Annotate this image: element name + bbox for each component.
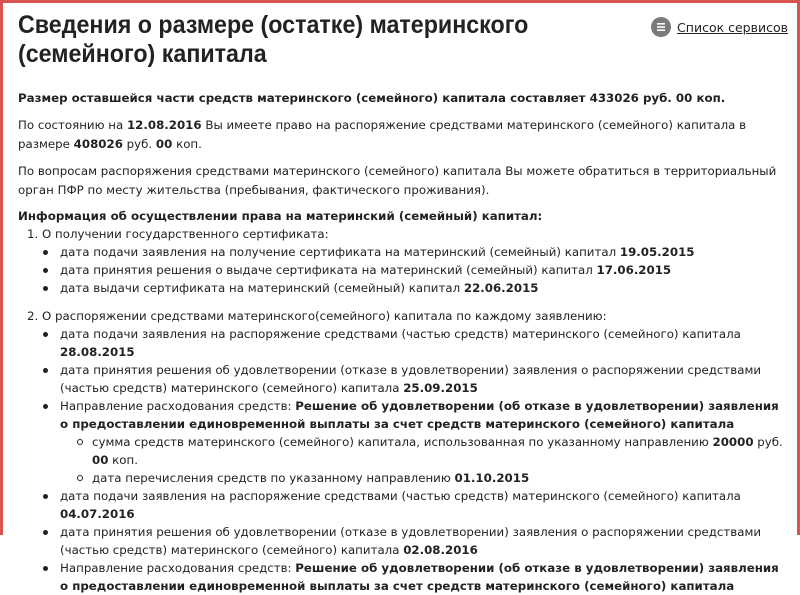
- list-item: [60, 559, 788, 595]
- page-title: Сведения о размере (остатке) материнского (семейного) капитала: [18, 11, 529, 68]
- section-spacer: [18, 297, 788, 307]
- item-date: 19.05.2015: [619, 245, 695, 259]
- info-list: [18, 225, 788, 595]
- as-of-kop-label: коп.: [172, 137, 202, 151]
- as-of-prefix: По состоянию на: [18, 118, 127, 132]
- item-text: дата подачи заявления на распоряжение средствами (частью средств) материнского (семейного) капитала: [60, 327, 741, 341]
- sum-value: 20000: [712, 435, 754, 449]
- sum-kop: 00: [92, 453, 109, 467]
- direction-label: Направление расходования средств:: [60, 399, 296, 413]
- item-text: дата подачи заявления на распоряжение средствами (частью средств) материнского (семейного) капитала: [60, 489, 741, 503]
- item-text: дата принятия решения об удовлетворении (отказе в удовлетворении) заявления о распоряжении средствами (частью средств) материнского (семейного) капитала: [60, 525, 762, 557]
- direction-value: Решение об удовлетворении (об отказе в удовлетворении) заявления о предоставлении единовременной выплаты за счет средств материнского (семейного) капитала: [60, 399, 779, 431]
- item-text: сумма средств материнского (семейного) капитала, использованная по указанному направлению: [92, 435, 713, 449]
- remaining-balance: Размер оставшейся части средств материнского (семейного) капитала составляет 433026 руб. 00 коп.: [18, 91, 726, 105]
- item-text: дата подачи заявления на получение сертификата на материнский (семейный) капитал: [60, 245, 620, 259]
- sum-kop-label: коп.: [108, 453, 138, 467]
- main-content: [18, 11, 788, 595]
- item-date: 22.06.2015: [463, 281, 539, 295]
- item-date: 02.08.2016: [403, 543, 478, 557]
- list-item: [60, 279, 788, 297]
- item-text: дата перечисления средств по указанному направлению: [92, 471, 455, 485]
- list-icon: [651, 17, 671, 37]
- list-item: [60, 325, 788, 361]
- certificate-section: [18, 225, 788, 297]
- direction-value: Решение об удовлетворении (об отказе в удовлетворении) заявления о предоставлении единовременной выплаты за счет средств материнского (семейного) капитала: [60, 561, 779, 593]
- item-date: 28.08.2015: [60, 345, 135, 359]
- item-text: дата выдачи сертификата на материнский (семейный) капитал: [60, 281, 464, 295]
- item-date: 01.10.2015: [454, 471, 530, 485]
- list-item: [60, 397, 788, 487]
- as-of-mid: Вы имеете право на распоряжение средствами материнского (семейного) капитала в размере: [18, 118, 747, 151]
- direction-label: Направление расходования средств:: [60, 561, 296, 575]
- direction-details: [60, 433, 788, 487]
- item-date: 04.07.2016: [60, 507, 135, 521]
- list-item: [92, 433, 788, 469]
- list-item: [60, 487, 788, 523]
- certificate-items: [18, 243, 788, 297]
- disposal-section: [18, 307, 788, 595]
- item-text: дата принятия решения об удовлетворении (отказе в удовлетворении) заявления о распоряжении средствами (частью средств) материнского (семейного) капитала: [60, 363, 762, 395]
- item-text: дата принятия решения о выдаче сертификата на материнский (семейный) капитал: [60, 263, 597, 277]
- certificate-label: 1. О получении государственного сертификата:: [27, 227, 329, 241]
- item-date: 25.09.2015: [403, 381, 478, 395]
- disposal-label: 2. О распоряжении средствами материнского(семейного) капитала по каждому заявлению:: [27, 309, 607, 323]
- list-item: [60, 261, 788, 279]
- as-of-rub: руб.: [122, 137, 156, 151]
- info-heading: Информация об осуществлении права на материнский (семейный) капитал:: [18, 209, 543, 223]
- as-of-date: 12.08.2016: [126, 118, 202, 132]
- disposal-items: [18, 325, 788, 595]
- list-item: [60, 243, 788, 261]
- item-date: 17.06.2015: [596, 263, 672, 277]
- as-of-amount: 408026: [73, 137, 123, 151]
- list-item: [60, 361, 788, 397]
- list-item: [60, 523, 788, 559]
- list-item: [92, 469, 788, 487]
- as-of-paragraph: [18, 116, 788, 154]
- contact-paragraph: По вопросам распоряжения средствами материнского (семейного) капитала Вы можете обратиться в территориальный орган ПФР по месту жительства (пребывания, фактического проживания).: [18, 164, 777, 197]
- services-list-label: Список сервисов: [677, 19, 788, 35]
- as-of-kop: 00: [155, 137, 173, 151]
- sum-rub: руб.: [753, 435, 783, 449]
- services-list-link[interactable]: [651, 17, 788, 37]
